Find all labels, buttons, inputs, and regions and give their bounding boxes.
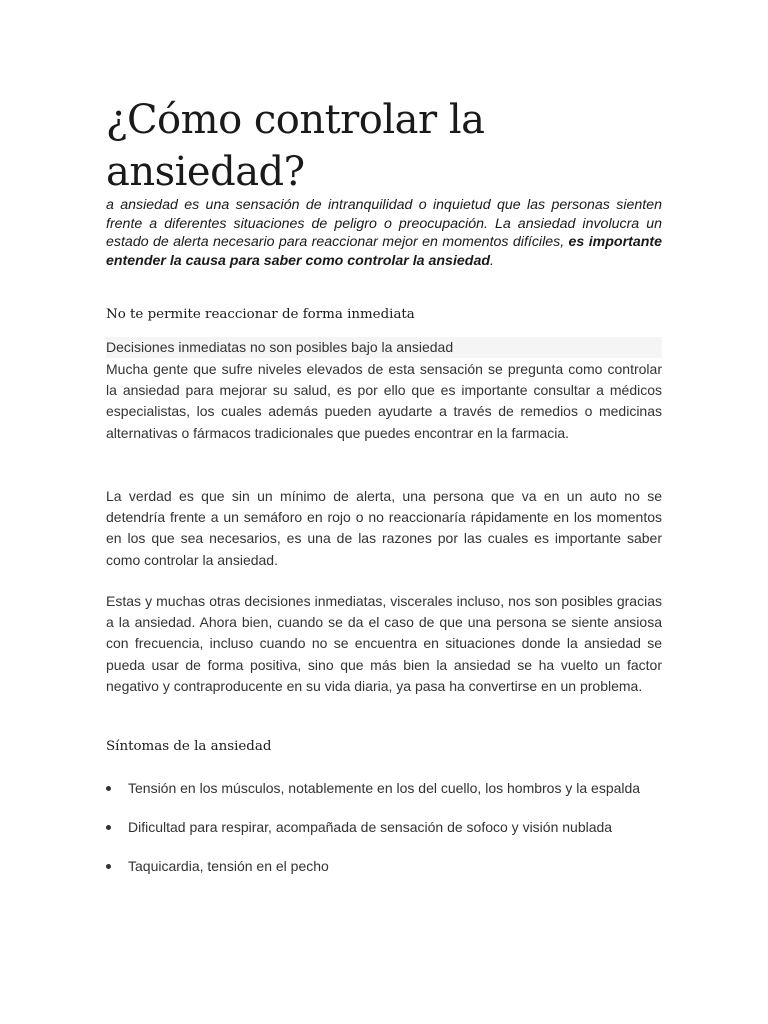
page-title: ¿Cómo controlar la ansiedad?	[106, 97, 485, 195]
section-heading: No te permite reaccionar de forma inmediata	[106, 307, 415, 322]
symptoms-heading: Síntomas de la ansiedad	[106, 739, 272, 754]
list-item-text: Dificultad para respirar, acompañada de sensación de sofoco y visión nublada	[128, 819, 613, 835]
intro-text: a ansiedad es una sensación de intranquilidad o inquietud que las personas sienten frente a diferentes situaciones de peligro o preocupación. La ansiedad involucra un estado de alerta necesario para reaccionar mejor en momentos difíciles,	[106, 197, 662, 251]
body-paragraph: Estas y muchas otras decisiones inmediatas, viscerales incluso, nos son posibles gracias a la ansiedad. Ahora bien, cuando se da el caso de que una persona se siente ansiosa con frecuencia, incluso cuando no se encuentra en situaciones donde la ansiedad se pueda usar de forma positiva, sino que más bien la ansiedad se ha vuelto un factor negativo y contraproducente en su vida diaria, ya pasa ha convertirse en un problema.	[106, 593, 662, 694]
intro-paragraph	[106, 196, 662, 270]
body-paragraph: Mucha gente que sufre niveles elevados de esta sensación se pregunta como controlar la ansiedad para mejorar su salud, es por ello que es importante consultar a médicos especialistas, los cuales además pueden ayudarte a través de remedios o medicinas alternativas o fármacos tradicionales que puedes encontrar en la farmacia.	[106, 361, 662, 441]
list-item	[106, 774, 662, 802]
intro-end: .	[490, 252, 494, 269]
bullet-icon	[106, 864, 111, 869]
symptoms-list	[106, 774, 662, 891]
bullet-icon	[106, 786, 111, 791]
intro-bold-text: es importante entender la causa para saber como controlar la ansiedad	[106, 234, 662, 269]
body-paragraph: La verdad es que sin un mínimo de alerta, una persona que va en un auto no se detendría frente a un semáforo en rojo o no reaccionaría rápidamente en los momentos en los que sea necesarios, es una de las razones por las cuales es importante saber como controlar la ansiedad.	[106, 488, 662, 568]
bullet-icon	[106, 825, 111, 830]
subheading-highlight: Decisiones inmediatas no son posibles bajo la ansiedad	[106, 337, 662, 358]
list-item	[106, 813, 662, 841]
list-item-text: Taquicardia, tensión en el pecho	[128, 858, 329, 874]
list-item-text: Tensión en los músculos, notablemente en los del cuello, los hombros y la espalda	[128, 780, 641, 796]
list-item	[106, 852, 662, 880]
